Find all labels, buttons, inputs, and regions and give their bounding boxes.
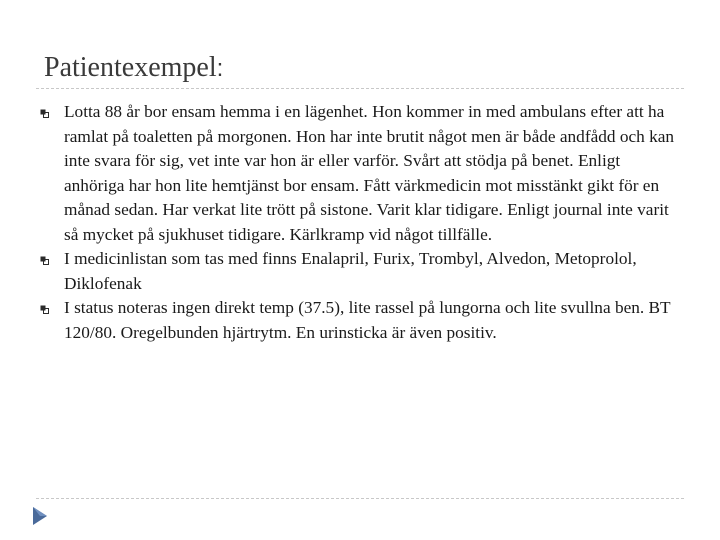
play-triangle-icon[interactable] [28,505,50,527]
square-bullet-icon [40,109,50,119]
bullet-item [36,296,676,345]
footer-divider [36,498,684,499]
bullet-text: Lotta 88 år bor ensam hemma i en lägenhet. Hon kommer in med ambulans efter att ha ramlat på toaletten på morgonen. Hon har inte brutit något men är både andfådd och kan inte svara för sig, vet inte var hon är eller varför. Svårt att stödja på benet. Enligt anhöriga har hon lite hemtjänst bor ensam. Fått värkmedicin mot misstänkt gikt för en månad sedan. Har verkat lite trött på sistone. Varit klar tidigare. Enligt journal inte varit så mycket på sjukhuset tidigare. Kärlkramp vid något tillfälle. [64,102,675,244]
bullet-item [36,100,676,247]
bullet-text: I status noteras ingen direkt temp (37.5), lite rassel på lungorna och lite svullna ben. BT 120/80. Oregelbunden hjärtrytm. En urinsticka är även positiv. [64,298,671,342]
title-divider [36,88,684,89]
slide-title-colon: : [216,55,224,82]
bullet-item [36,247,676,296]
bullet-list [36,100,676,345]
square-bullet-icon [40,305,50,315]
slide-title [44,50,223,87]
bullet-text: I medicinlistan som tas med finns Enalapril, Furix, Trombyl, Alvedon, Metoprolol, Diklofenak [64,249,637,293]
square-bullet-icon [40,256,50,266]
slide-title-text: Patientexempel [44,52,217,83]
